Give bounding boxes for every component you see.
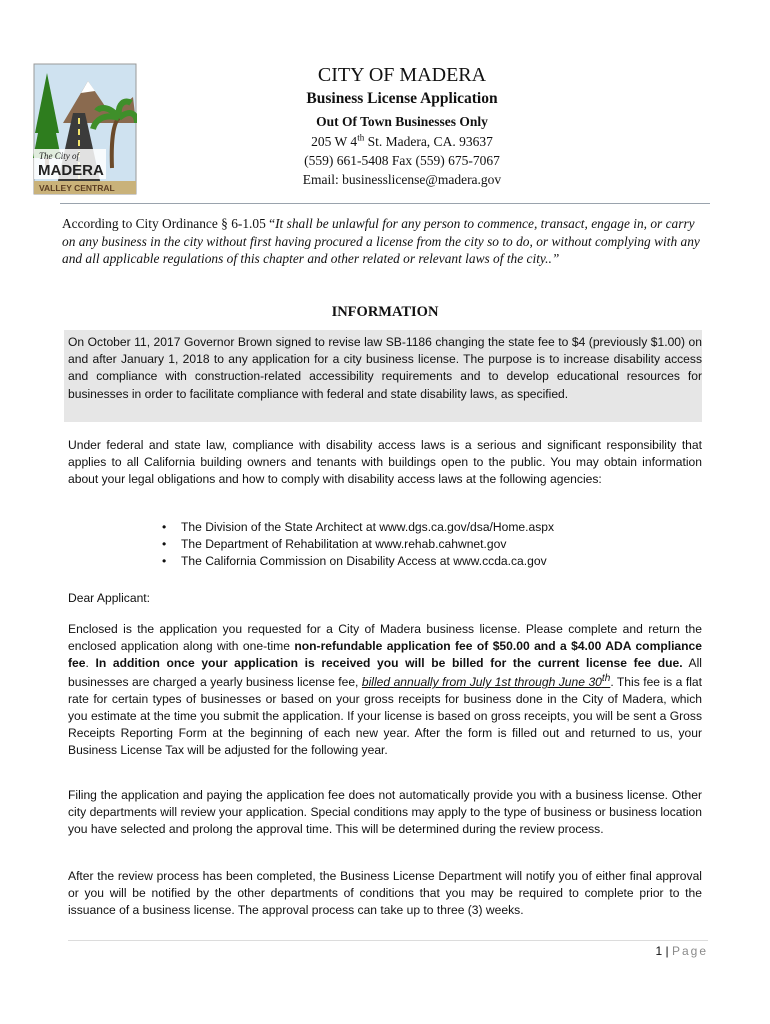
ordinance-paragraph <box>62 215 710 268</box>
information-text: On October 11, 2017 Governor Brown signed to revise law SB-1186 changing the state fee to $4 (previously $1.00) on and after January 1, 2018 to any application for a city business license. The purpose is to increase disability access and compliance with construction-related accessibility requirements and to develop educational resources for businesses in order to facilitate compliance with federal and state disability laws, as specified. <box>68 335 702 401</box>
enclosed-text-4: . This fee is a flat rate for certain types of businesses or based on your gross receipts for business done in the City of Madera, which you estimate at the time you submit the application. If your license is based on gross receipts, you will be sent a Gross Receipts Reporting Form at the beginning of each new year. After the form is filled out and returned to us, your Business License Tax will be adjusted for the following year. <box>68 675 702 757</box>
agency-list <box>160 519 554 570</box>
billing-notice: In addition once your application is received you will be billed for the current license fee due. <box>95 655 683 670</box>
fee-notice: non-refundable application fee of $50.00 and a $4.00 ADA compliance fee <box>68 638 702 670</box>
agency-item <box>160 519 554 536</box>
letterhead <box>262 62 542 189</box>
email: Email: businesslicense@madera.gov <box>302 172 502 187</box>
city-name: CITY OF MADERA <box>317 64 487 86</box>
address-suffix: th <box>357 132 365 143</box>
ordinance-lead: According to City Ordinance § 6-1.05 “ <box>62 216 276 231</box>
agency-text: The California Commission on Disability Access at www.ccda.ca.gov <box>181 554 547 568</box>
enclosed-text-3: All businesses are charged a yearly business license fee, <box>68 655 702 690</box>
form-subtitle: Out Of Town Businesses Only <box>316 114 488 129</box>
city-of-madera-logo <box>33 63 137 195</box>
page-number: 1 <box>655 944 663 958</box>
bullet-icon: • <box>162 520 167 534</box>
header-divider <box>60 203 710 204</box>
footer-divider <box>68 940 708 941</box>
address-city: St. Madera, CA. 93637 <box>364 134 493 149</box>
ordinance-quote: It shall be unlawful for any person to commence, transact, engage in, or carry on any business in the city without first having procured a license from the city so to do, or without complying with any and all applicable regulations of this chapter and other related or relevant laws of the city.. <box>62 216 700 266</box>
logo-line-2: MADERA <box>38 162 104 179</box>
agency-item <box>160 553 554 570</box>
enclosed-text-1: Enclosed is the application you requested for a City of Madera business license. Please complete and return the enclosed application along with one-time <box>68 622 702 653</box>
information-heading: INFORMATION <box>331 304 439 320</box>
page-footer <box>655 944 708 958</box>
agency-text: The Division of the State Architect at www.dgs.ca.gov/dsa/Home.aspx <box>181 520 555 534</box>
footer-separator: | <box>662 944 672 958</box>
federal-law-paragraph: Under federal and state law, compliance with disability access laws is a serious and significant responsibility that applies to all California building owners and tenants with buildings open to the public. You may obtain information about your legal obligations and how to comply with disability access laws at the following agencies: <box>68 438 702 486</box>
review-paragraph: After the review process has been completed, the Business License Department will notify you of either final approval or you will be notified by the other departments of conditions that you may be required to complete prior to the issuance of a business license. The approval process can take up to three (3) weeks. <box>68 869 702 917</box>
ordinance-quote-close: ” <box>551 251 560 266</box>
bullet-icon: • <box>162 537 167 551</box>
agency-text: The Department of Rehabilitation at www.rehab.cahwnet.gov <box>181 537 507 551</box>
salutation: Dear Applicant: <box>68 591 151 605</box>
form-title: Business License Application <box>306 90 498 107</box>
billing-period-text: billed annually from July 1st through June 30 <box>361 675 602 690</box>
address-street: 205 W 4 <box>311 134 358 149</box>
enclosed-text-2: . <box>85 655 96 670</box>
filing-paragraph: Filing the application and paying the application fee does not automatically provide you with a business license. Other city departments will review your application. Special conditions may apply to the type of business or business location you have selected and prolong the approval time. This will be determined during the review process. <box>68 788 702 836</box>
billing-period <box>362 675 610 689</box>
logo-line-3: VALLEY CENTRAL <box>39 183 115 193</box>
phone-fax: (559) 661-5408 Fax (559) 675-7067 <box>304 153 500 168</box>
logo-line-1: The City of <box>39 151 79 161</box>
bullet-icon: • <box>162 554 167 568</box>
billing-period-suffix: th <box>601 673 611 685</box>
address <box>262 132 542 151</box>
agency-item <box>160 536 554 553</box>
page-word: Page <box>671 944 708 958</box>
enclosed-paragraph <box>68 621 702 758</box>
